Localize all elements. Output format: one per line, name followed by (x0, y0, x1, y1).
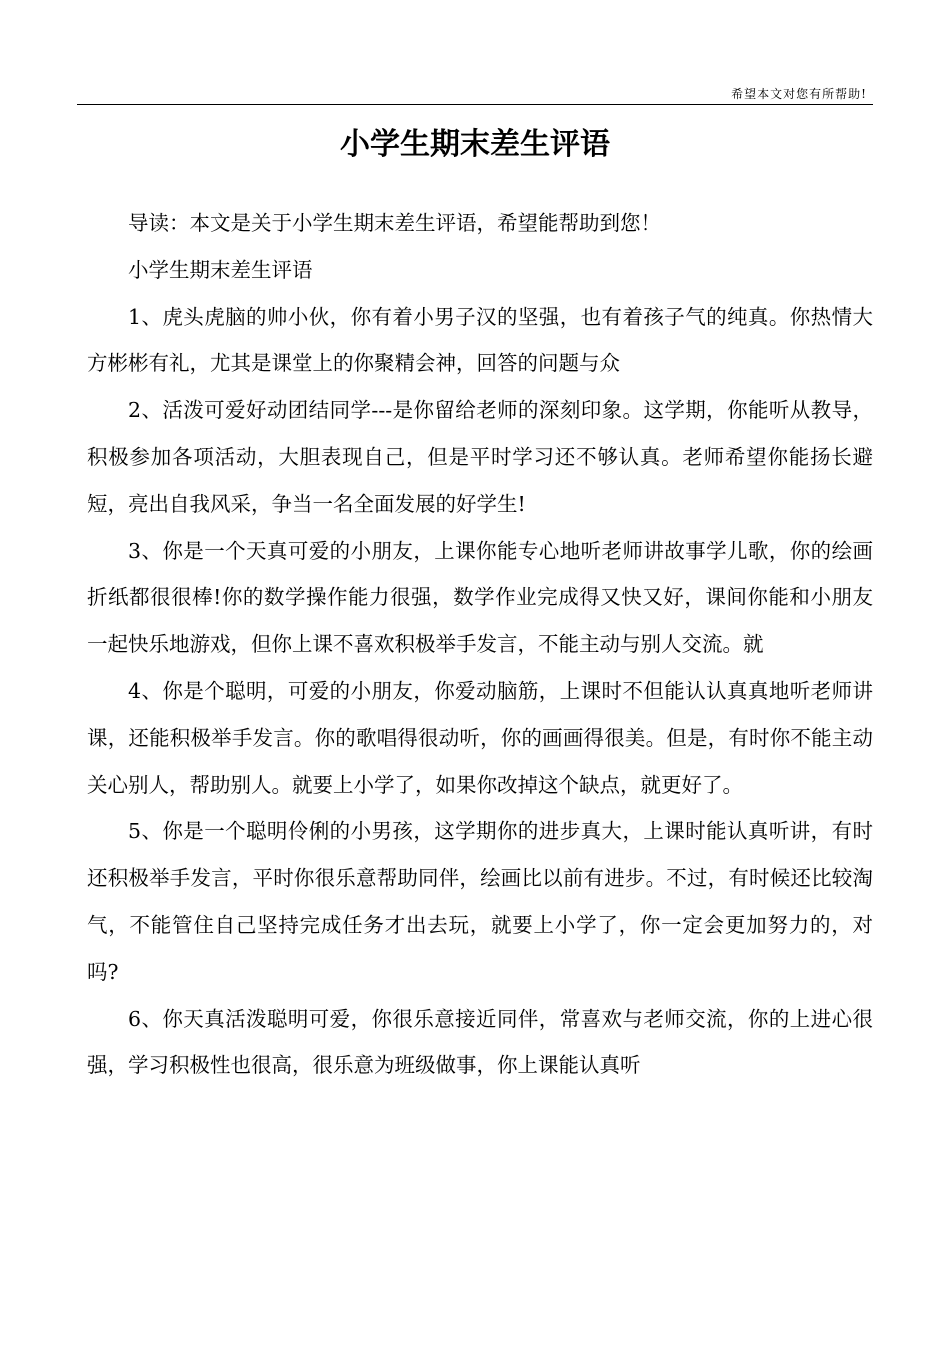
section-subtitle: 小学生期末差生评语 (128, 257, 313, 282)
comment-paragraph-2: 2、活泼可爱好动团结同学---是你留给老师的深刻印象。这学期，你能听从教导，积极参加各项活动，大胆表现自己，但是平时学习还不够认真。老师希望你能扬长避短，亮出自我风采，争当一名全面发展的好学生! (87, 398, 873, 516)
header-note: 希望本文对您有所帮助! (731, 87, 867, 101)
comment-paragraph-4: 4、你是个聪明，可爱的小朋友，你爱动脑筋，上课时不但能认认真真地听老师讲课，还能积极举手发言。你的歌唱得很动听，你的画画得很美。但是，有时你不能主动关心别人，帮助别人。就要上小学了，如果你改掉这个缺点，就更好了。 (87, 678, 873, 797)
comment-paragraph-3: 3、你是一个天真可爱的小朋友，上课你能专心地听老师讲故事学儿歌，你的绘画折纸都很很棒!你的数学操作能力很强，数学作业完成得又快又好，课间你能和小朋友一起快乐地游戏，但你上课不喜欢积极举手发言，不能主动与别人交流。就 (87, 538, 873, 657)
comment-paragraph-5: 5、你是一个聪明伶俐的小男孩，这学期你的进步真大，上课时能认真听讲，有时还积极举手发言，平时你很乐意帮助同伴，绘画比以前有进步。不过，有时候还比较淘气，不能管住自己坚持完成任务才出去玩，就要上小学了，你一定会更加努力的，对吗? (87, 819, 873, 984)
intro-paragraph: 导读：本文是关于小学生期末差生评语，希望能帮助到您！ (128, 211, 661, 235)
page-header (77, 84, 873, 105)
document-title: 小学生期末差生评语 (340, 127, 610, 162)
document-body (87, 200, 873, 1089)
comment-paragraph-6: 6、你天真活泼聪明可爱，你很乐意接近同伴，常喜欢与老师交流，你的上进心很强，学习积极性也很高，很乐意为班级做事，你上课能认真听 (87, 1006, 873, 1078)
comment-paragraph-1: 1、虎头虎脑的帅小伙，你有着小男子汉的坚强，也有着孩子气的纯真。你热情大方彬彬有礼，尤其是课堂上的你聚精会神，回答的问题与众 (87, 304, 873, 376)
